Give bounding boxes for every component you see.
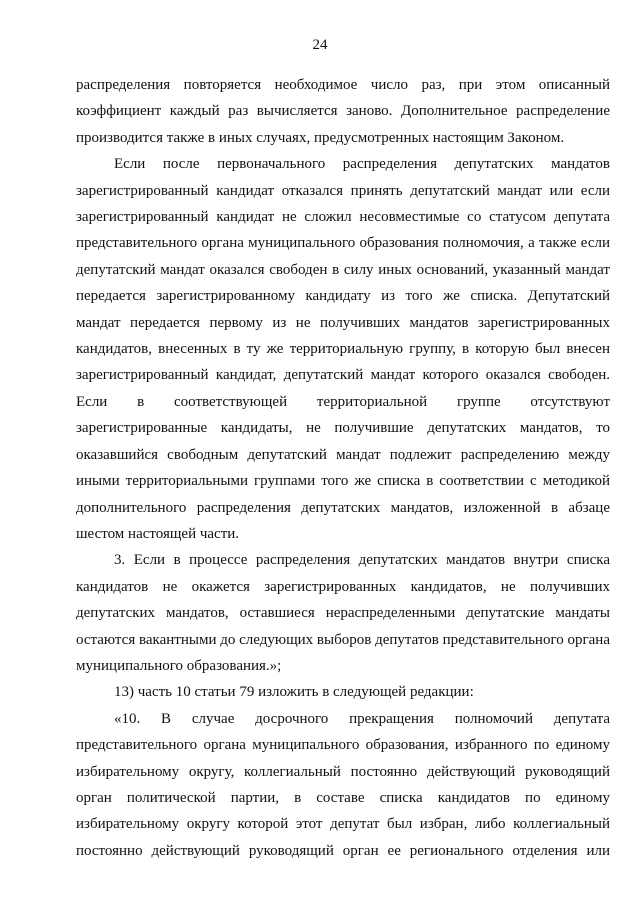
page-number: 24 <box>312 37 328 53</box>
paragraph-item-3: 3. Если в процессе распределения депутатских мандатов внутри списка кандидатов не окажется зарегистрированных кандидатов, не получивших депутатских мандатов, оставшиеся нераспределенными депутатские мандаты остаются вакантными до следующих выборов депутатов представительного органа муниципального образования.»; <box>76 552 610 674</box>
paragraph-mandate-transfer: Если после первоначального распределения депутатских мандатов зарегистрированный кандидат отказался принять депутатский мандат или если зарегистрированный кандидат не сложил несовместимые со статусом депутата представительного органа муниципального образования полномочия, а также если депутатский мандат оказался свободен в силу иных оснований, указанный мандат передается зарегистрированному кандидату из того же списка. Депутатский мандат передается первому из не получивших мандатов зарегистрированных кандидатов, внесенных в ту же территориальную группу, в которую был внесен зарегистрированный кандидат, депутатский мандат которого оказался свободен. Если в соответствующей территориальной группе отсутствуют зарегистрированные кандидаты, не получившие депутатских мандатов, то оказавшийся свободным депутатский мандат подлежит распределению между иными территориальными группами того же списка в соответствии с методикой дополнительного распределения депутатских мандатов, изложенной в абзаце шестом настоящей части. <box>76 156 610 542</box>
paragraph-continuation: распределения повторяется необходимое число раз, при этом описанный коэффициент каждый раз вычисляется заново. Дополнительное распределение производится также в иных случаях, предусмотренных настоящим Законом. <box>76 77 610 146</box>
paragraph-item-13: 13) часть 10 статьи 79 изложить в следующей редакции: <box>114 684 474 701</box>
paragraph-part-10: «10. В случае досрочного прекращения полномочий депутата представительного органа муниципального образования, избранного по единому избирательному округу, коллегиальный постоянно действующий руководящий орган политической партии, в составе списка кандидатов по единому избирательному округу которой этот депутат был избран, либо коллегиальный постоянно действующий руководящий орган ее регионального отделения или <box>76 710 610 859</box>
document-body <box>76 72 610 864</box>
